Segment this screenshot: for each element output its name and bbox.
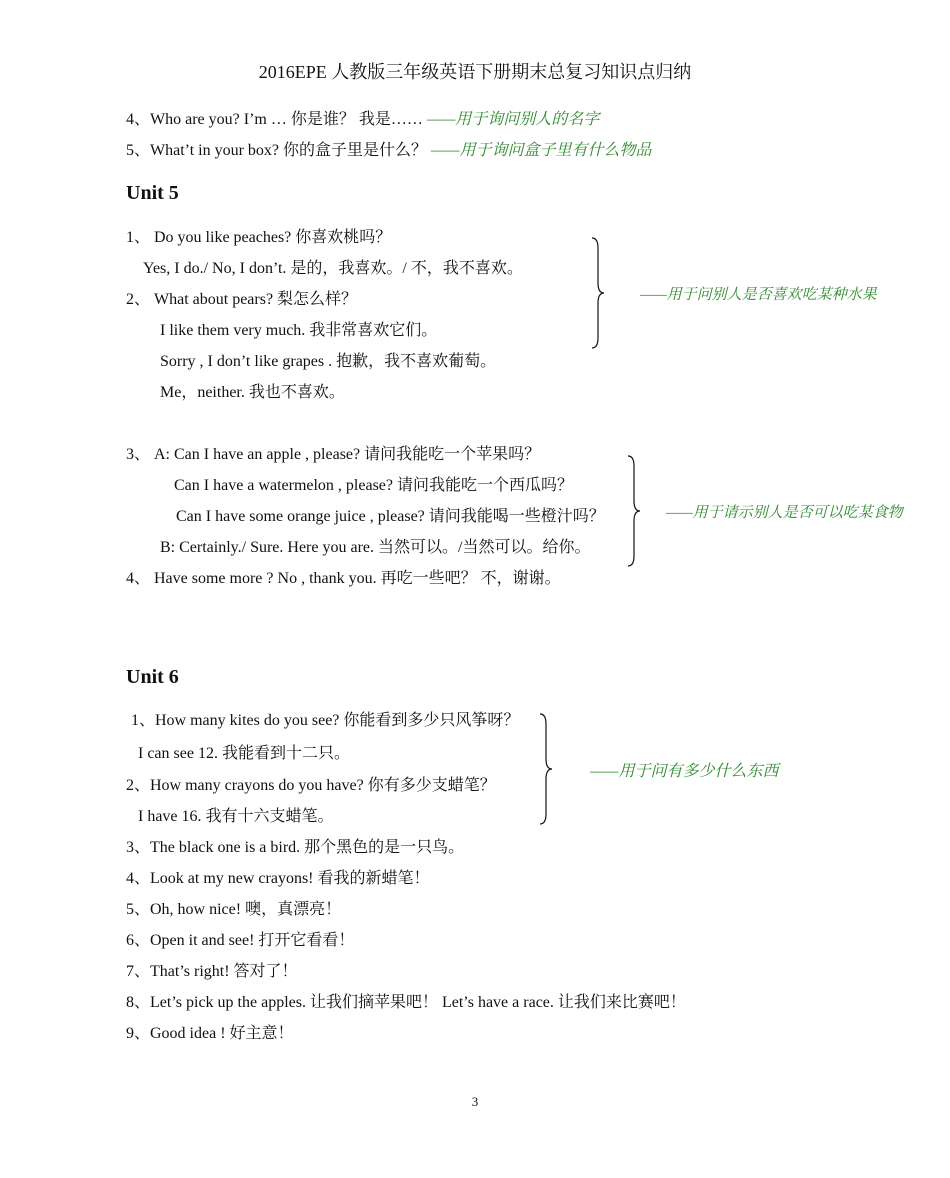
unit5-line-3: 2、 What about pears? 梨怎么样？ [126,291,358,308]
page-number: 3 [471,1094,479,1109]
unit6-line-3: 2、How many crayons do you have? 你有多少支蜡笔？ [126,777,496,794]
unit6-line-4: I have 16. 我有十六支蜡笔。 [138,808,334,825]
unit5-line-10: B: Certainly./ Sure. Here you are. 当然可以。/当然可以。给你。 [160,539,591,556]
unit5-line-8: Can I have a watermelon , please? 请问我能吃一个西瓜吗？ [174,477,574,494]
usage-note: ——用于询问盒子里有什么物品 [431,142,652,159]
unit5-line-5: Sorry , I don’t like grapes . 抱歉，我不喜欢葡萄。 [160,353,497,370]
unit5-line-4: I like them very much. 我非常喜欢它们。 [160,322,438,339]
brace-icon [626,454,644,568]
unit6-title: Unit 6 [126,666,179,688]
usage-note: ——用于询问别人的名字 [426,111,600,128]
unit5-title: Unit 5 [126,182,179,204]
unit5-line-6: Me，neither. 我也不喜欢。 [160,384,345,401]
unit6-line-9: 7、That’s right! 答对了！ [126,963,298,980]
unit6-line-5: 3、The black one is a bird. 那个黑色的是一只鸟。 [126,839,465,856]
line-text: 5、What’t in your box? 你的盒子里是什么？ [126,142,428,159]
unit5-note-2: ——用于请示别人是否可以吃某食物 [666,505,903,521]
unit5-line-1: 1、 Do you like peaches? 你喜欢桃吗？ [126,229,392,246]
line-who-are-you [126,110,599,130]
unit6-line-8: 6、Open it and see! 打开它看看！ [126,932,355,949]
brace-icon [590,236,608,350]
unit6-line-11: 9、Good idea ! 好主意！ [126,1025,294,1042]
unit5-note-1: ——用于问别人是否喜欢吃某种水果 [640,287,877,303]
unit6-line-10: 8、Let’s pick up the apples. 让我们摘苹果吧！ Let’s have a race. 让我们来比赛吧！ [126,994,686,1011]
unit6-line-1: 1、How many kites do you see? 你能看到多少只风筝呀？ [131,712,520,729]
unit6-line-6: 4、Look at my new crayons! 看我的新蜡笔！ [126,870,430,887]
unit6-line-7: 5、Oh, how nice! 噢，真漂亮！ [126,901,342,918]
line-text: 4、Who are you? I’m … 你是谁？ 我是…… [126,111,423,128]
line-whats-in-box [126,141,651,161]
unit5-line-9: Can I have some orange juice , please? 请问我能喝一些橙汁吗？ [176,508,605,525]
unit5-line-11: 4、 Have some more ? No , thank you. 再吃一些吧？ 不，谢谢。 [126,570,561,587]
document-header: 2016EPE 人教版三年级英语下册期末总复习知识点归纳 [258,62,692,82]
unit6-note: ——用于问有多少什么东西 [590,763,779,780]
unit5-line-2: Yes, I do./ No, I don’t. 是的，我喜欢。/ 不，我不喜欢。 [143,260,523,277]
unit6-line-2: I can see 12. 我能看到十二只。 [138,745,350,762]
brace-icon [538,712,556,826]
unit5-line-7: 3、 A: Can I have an apple , please? 请问我能吃一个苹果吗？ [126,446,541,463]
